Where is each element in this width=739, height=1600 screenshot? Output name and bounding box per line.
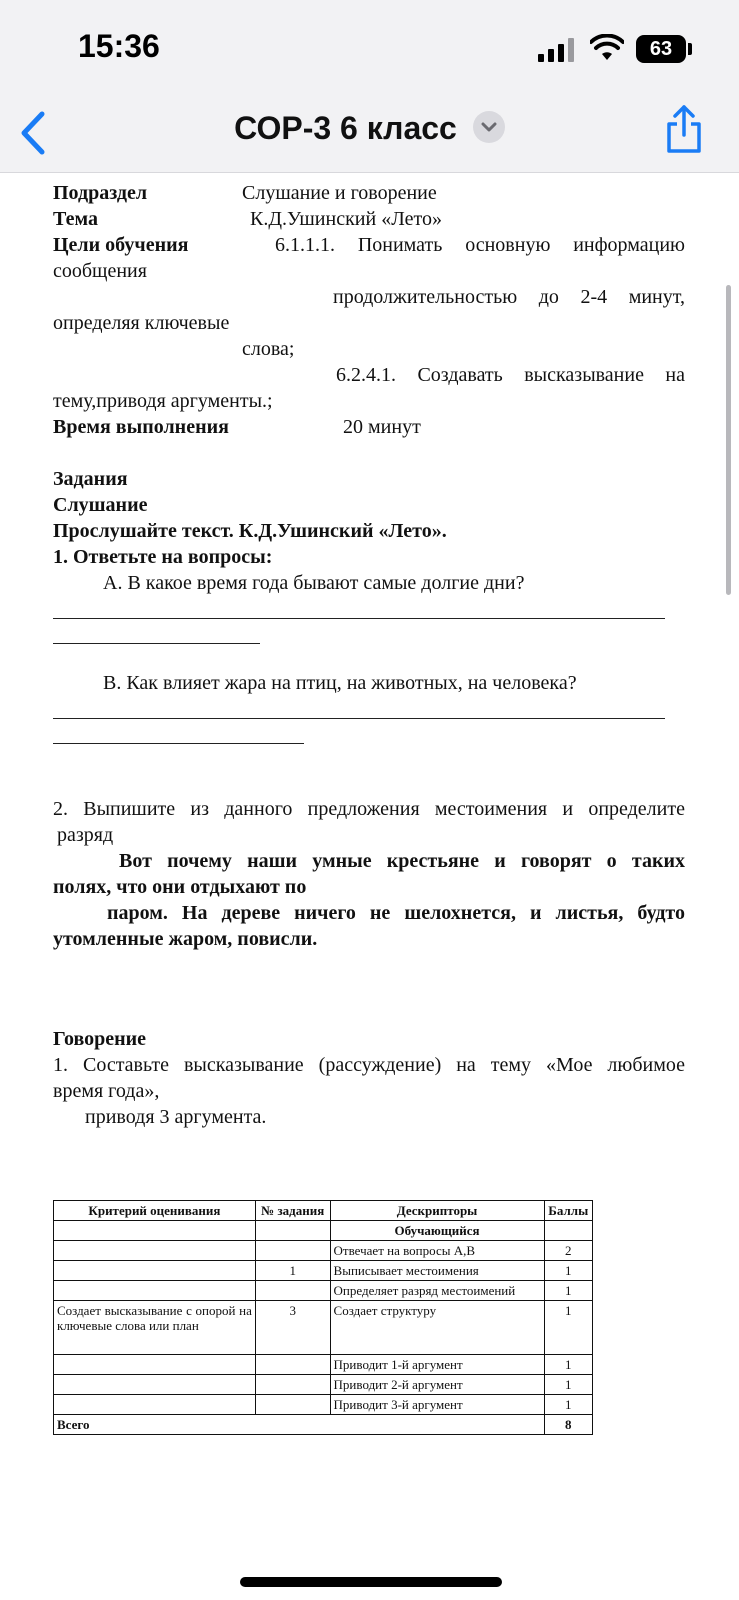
top-bar	[0, 0, 739, 173]
header-cell: № задания	[255, 1201, 330, 1221]
speaking-line-1: 1. Составьте высказывание (рассуждение) на тему «Мое любимое	[53, 1054, 685, 1076]
goal1-line-a: 6.1.1.1. Понимать основную информацию	[275, 234, 685, 256]
sentence-line-1-row	[53, 848, 685, 874]
topic-label: Тема	[53, 208, 98, 230]
criterion-cell	[54, 1355, 256, 1375]
criterion-cell	[54, 1261, 256, 1281]
table-cell	[544, 1221, 592, 1241]
criterion-cell	[54, 1241, 256, 1261]
status-time: 15:36	[78, 28, 160, 64]
criterion-cell	[54, 1281, 256, 1301]
descriptor-cell: Приводит 2-й аргумент	[330, 1375, 544, 1395]
sentence-line-3-row	[53, 900, 685, 926]
question-b-row	[53, 670, 685, 696]
task-number-cell	[255, 1375, 330, 1395]
points-cell: 1	[544, 1301, 592, 1355]
subsection-label: Подраздел	[53, 182, 148, 204]
criteria-table	[53, 1200, 593, 1435]
sentence-line-3: паром. На дереве ничего не шелохнется, и листья, будто	[107, 902, 685, 924]
question-a-row	[53, 570, 685, 596]
listen-instruction: Прослушайте текст. К.Д.Ушинский «Лето».	[53, 520, 447, 542]
task-number-cell: 3	[255, 1301, 330, 1355]
question-b: В. Как влияет жара на птиц, на животных, на человека?	[103, 672, 577, 694]
table-row	[54, 1375, 593, 1395]
tasks-heading: Задания	[53, 468, 128, 490]
goal2-line-b: тему,приводя аргументы.;	[53, 390, 273, 412]
descriptor-cell: Приводит 3-й аргумент	[330, 1395, 544, 1415]
subsection-row	[53, 180, 685, 206]
scrollbar[interactable]	[726, 285, 731, 595]
battery-tip	[688, 43, 692, 55]
table-subheader-row	[54, 1221, 593, 1241]
speaking-line-2: время года»,	[53, 1080, 160, 1102]
table-row	[54, 1281, 593, 1301]
goal1-line-e: слова;	[242, 338, 295, 360]
header-cell: Баллы	[544, 1201, 592, 1221]
document-body	[53, 180, 685, 1130]
task-number-cell	[255, 1395, 330, 1415]
speaking-heading: Говорение	[53, 1028, 147, 1050]
table-header-row	[54, 1201, 593, 1221]
chevron-down-icon	[473, 111, 505, 143]
title-area	[0, 110, 739, 147]
total-value: 8	[544, 1415, 592, 1435]
points-cell: 1	[544, 1395, 592, 1415]
criterion-cell: Создает высказывание с опорой на ключевые слова или план	[54, 1301, 256, 1355]
table-row	[54, 1301, 593, 1355]
question1-heading: 1. Ответьте на вопросы:	[53, 546, 273, 568]
descriptor-cell: Выписывает местоимения	[330, 1261, 544, 1281]
goals-row	[53, 232, 685, 258]
task-number-cell	[255, 1241, 330, 1261]
criterion-cell	[54, 1395, 256, 1415]
topic-row	[53, 206, 685, 232]
goals-label: Цели обучения	[53, 234, 189, 256]
goal1-line-b: сообщения	[53, 260, 147, 282]
subsection-value: Слушание и говорение	[242, 182, 437, 204]
descriptor-cell: Создает структуру	[330, 1301, 544, 1355]
criterion-cell	[54, 1375, 256, 1395]
goal1-line-e-row	[53, 336, 685, 362]
descriptor-cell: Определяет разряд местоимений	[330, 1281, 544, 1301]
table-row	[54, 1261, 593, 1281]
cellular-signal-icon	[538, 38, 576, 62]
table-row	[54, 1355, 593, 1375]
points-cell: 1	[544, 1375, 592, 1395]
time-value: 20 минут	[343, 416, 421, 438]
listening-heading: Слушание	[53, 494, 148, 516]
points-cell: 2	[544, 1241, 592, 1261]
topic-value: К.Д.Ушинский «Лето»	[250, 208, 442, 230]
points-cell: 1	[544, 1355, 592, 1375]
time-label: Время выполнения	[53, 416, 229, 438]
task-number-cell	[255, 1281, 330, 1301]
task-number-cell: 1	[255, 1261, 330, 1281]
sentence-line-4: утомленные жаром, повисли.	[53, 928, 318, 950]
goal1-line-c: продолжительностью до 2-4 минут,	[333, 286, 685, 308]
battery-indicator: 63	[636, 35, 686, 63]
table-cell	[54, 1221, 256, 1241]
speaking-line-3: приводя 3 аргумента.	[85, 1106, 267, 1128]
question2-line-b: разряд	[57, 824, 114, 846]
sentence-line-1: Вот почему наши умные крестьяне и говорят о таких	[119, 850, 685, 872]
document-title[interactable]: СОР-3 6 класс	[234, 110, 457, 146]
total-label: Всего	[54, 1415, 545, 1435]
question-a: А. В какое время года бывают самые долгие дни?	[103, 572, 525, 594]
title-menu-button[interactable]	[473, 111, 505, 143]
table-row	[54, 1395, 593, 1415]
wifi-icon	[590, 34, 624, 62]
question2-line-a: 2. Выпишите из данного предложения местоимения и определите	[53, 798, 685, 820]
goal1-line-c-row	[53, 284, 685, 310]
table-cell	[255, 1221, 330, 1241]
share-icon[interactable]	[664, 103, 704, 155]
home-indicator[interactable]	[240, 1577, 502, 1587]
table-row	[54, 1241, 593, 1261]
goal2-line-a: 6.2.4.1. Создавать высказывание на	[336, 364, 685, 386]
time-row	[53, 414, 685, 440]
table-total-row	[54, 1415, 593, 1435]
descriptor-cell: Приводит 1-й аргумент	[330, 1355, 544, 1375]
task-number-cell	[255, 1355, 330, 1375]
points-cell: 1	[544, 1281, 592, 1301]
points-cell: 1	[544, 1261, 592, 1281]
goal1-line-d: определяя ключевые	[53, 312, 230, 334]
descriptor-cell: Отвечает на вопросы А,В	[330, 1241, 544, 1261]
subheader-cell: Обучающийся	[330, 1221, 544, 1241]
header-cell: Дескрипторы	[330, 1201, 544, 1221]
goal2-line-a-row	[53, 362, 685, 388]
header-cell: Критерий оценивания	[54, 1201, 256, 1221]
sentence-line-2: полях, что они отдыхают по	[53, 876, 307, 898]
